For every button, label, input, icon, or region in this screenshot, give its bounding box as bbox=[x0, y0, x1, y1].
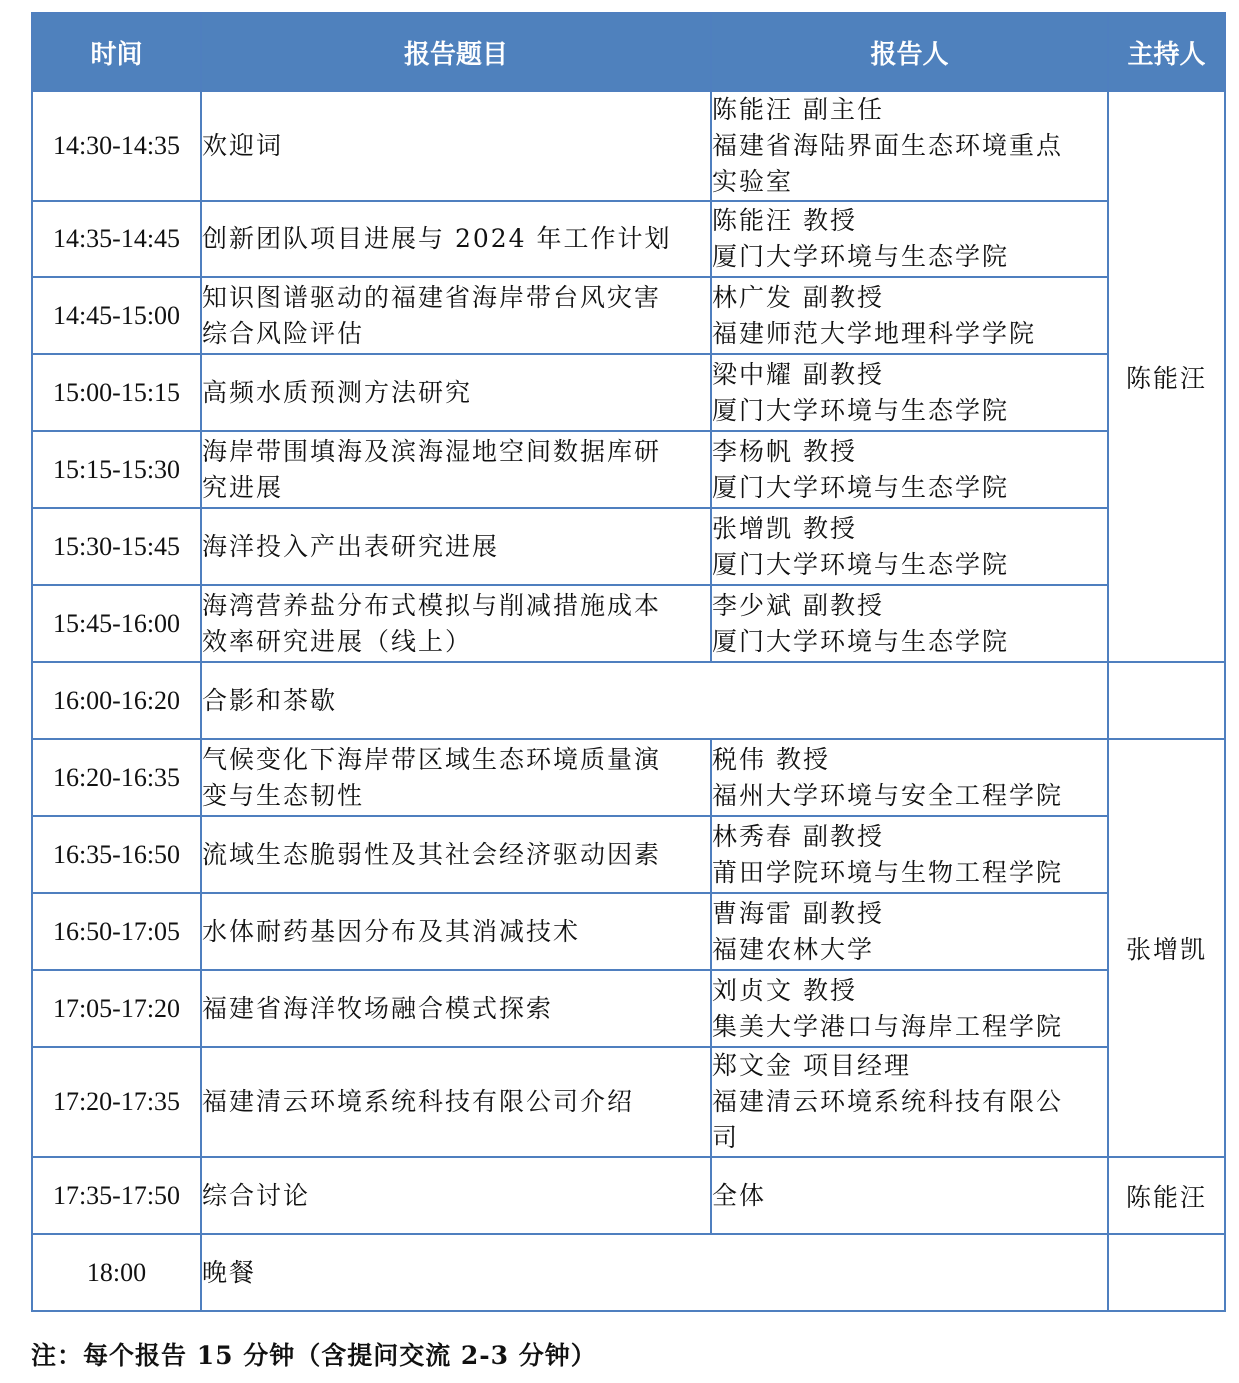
speaker-name: 李少斌 副教授 bbox=[712, 590, 884, 620]
speaker-name: 李杨帆 教授 bbox=[712, 436, 857, 466]
header-speaker: 报告人 bbox=[711, 13, 1108, 91]
time-cell: 15:30-15:45 bbox=[32, 508, 201, 585]
topic-line: 福建清云环境系统科技有限公司介绍 bbox=[202, 1087, 635, 1116]
host-cell-empty bbox=[1108, 1234, 1225, 1311]
speaker-cell bbox=[711, 508, 1108, 585]
topic-line: 综合风险评估 bbox=[202, 318, 365, 348]
speaker-cell bbox=[711, 277, 1108, 354]
topic-cell bbox=[201, 431, 711, 508]
footnote: 注：每个报告 15 分钟（含提问交流 2-3 分钟） bbox=[31, 1341, 597, 1370]
table-row bbox=[32, 1047, 1225, 1157]
topic-line: 效率研究进展（线上） bbox=[202, 626, 473, 656]
speaker-name: 林秀春 副教授 bbox=[712, 821, 884, 851]
speaker-cell bbox=[711, 739, 1108, 816]
time-cell: 15:00-15:15 bbox=[32, 354, 201, 431]
table-row bbox=[32, 354, 1225, 431]
speaker-cell bbox=[711, 585, 1108, 662]
time-cell: 17:05-17:20 bbox=[32, 970, 201, 1047]
topic-cell bbox=[201, 816, 711, 893]
table-row bbox=[32, 816, 1225, 893]
speaker-name: 曹海雷 副教授 bbox=[712, 898, 884, 928]
speaker-cell bbox=[711, 816, 1108, 893]
speaker-affiliation: 厦门大学环境与生态学院 bbox=[712, 472, 1010, 502]
host-cell: 张增凯 bbox=[1108, 739, 1225, 1157]
speaker-affiliation: 福建省海陆界面生态环境重点 bbox=[712, 131, 1064, 160]
speaker-affiliation: 福州大学环境与安全工程学院 bbox=[712, 780, 1064, 810]
topic-line: 合影和茶歇 bbox=[202, 685, 338, 715]
time-cell: 15:45-16:00 bbox=[32, 585, 201, 662]
header-topic: 报告题目 bbox=[201, 13, 711, 91]
speaker-name: 全体 bbox=[712, 1180, 767, 1210]
speaker-cell bbox=[711, 354, 1108, 431]
speaker-cell bbox=[711, 1047, 1108, 1157]
topic-cell bbox=[201, 201, 711, 277]
speaker-name: 张增凯 教授 bbox=[712, 513, 857, 543]
time-cell: 16:35-16:50 bbox=[32, 816, 201, 893]
table-row bbox=[32, 970, 1225, 1047]
speaker-cell bbox=[711, 893, 1108, 970]
time-cell: 16:50-17:05 bbox=[32, 893, 201, 970]
speaker-affiliation: 福建清云环境系统科技有限公 bbox=[712, 1087, 1064, 1116]
speaker-name: 税伟 教授 bbox=[712, 744, 830, 774]
speaker-cell bbox=[711, 201, 1108, 277]
speaker-affiliation: 莆田学院环境与生物工程学院 bbox=[712, 857, 1064, 887]
header-host: 主持人 bbox=[1108, 13, 1225, 91]
topic-cell bbox=[201, 508, 711, 585]
table-row bbox=[32, 201, 1225, 277]
topic-cell bbox=[201, 585, 711, 662]
topic-line: 创新团队项目进展与 2024 年工作计划 bbox=[202, 224, 672, 253]
header-row bbox=[32, 13, 1225, 91]
topic-cell bbox=[201, 354, 711, 431]
topic-line: 福建省海洋牧场融合模式探索 bbox=[202, 993, 554, 1023]
topic-line: 海洋投入产出表研究进展 bbox=[202, 531, 500, 561]
speaker-affiliation: 厦门大学环境与生态学院 bbox=[712, 395, 1010, 425]
speaker-cell bbox=[711, 91, 1108, 201]
table-row bbox=[32, 508, 1225, 585]
host-cell: 陈能汪 bbox=[1108, 1157, 1225, 1234]
speaker-name: 刘贞文 教授 bbox=[712, 975, 857, 1005]
time-cell: 15:15-15:30 bbox=[32, 431, 201, 508]
table-row bbox=[32, 1157, 1225, 1234]
speaker-affiliation: 集美大学港口与海岸工程学院 bbox=[712, 1011, 1064, 1041]
topic-line: 究进展 bbox=[202, 472, 284, 502]
topic-line: 流域生态脆弱性及其社会经济驱动因素 bbox=[202, 839, 662, 869]
speaker-affiliation: 司 bbox=[712, 1123, 740, 1152]
topic-cell bbox=[201, 1047, 711, 1157]
topic-line: 气候变化下海岸带区域生态环境质量演 bbox=[202, 744, 662, 774]
time-cell: 14:30-14:35 bbox=[32, 91, 201, 201]
speaker-cell bbox=[711, 1157, 1108, 1234]
agenda-table bbox=[31, 12, 1226, 1312]
speaker-name: 林广发 副教授 bbox=[712, 282, 884, 312]
speaker-cell bbox=[711, 970, 1108, 1047]
table-row bbox=[32, 585, 1225, 662]
speaker-cell bbox=[711, 431, 1108, 508]
topic-line: 海岸带围填海及滨海湿地空间数据库研 bbox=[202, 436, 662, 466]
speaker-name: 陈能汪 教授 bbox=[712, 206, 857, 235]
topic-line: 晚餐 bbox=[202, 1257, 257, 1287]
speaker-affiliation: 福建师范大学地理科学学院 bbox=[712, 318, 1037, 348]
table-row bbox=[32, 431, 1225, 508]
speaker-affiliation: 实验室 bbox=[712, 167, 794, 196]
topic-line: 变与生态韧性 bbox=[202, 780, 365, 810]
time-cell: 18:00 bbox=[32, 1234, 201, 1311]
topic-line: 海湾营养盐分布式模拟与削减措施成本 bbox=[202, 590, 662, 620]
time-cell: 14:45-15:00 bbox=[32, 277, 201, 354]
topic-line: 知识图谱驱动的福建省海岸带台风灾害 bbox=[202, 282, 662, 312]
table-row bbox=[32, 893, 1225, 970]
speaker-name: 郑文金 项目经理 bbox=[712, 1051, 911, 1080]
speaker-name: 陈能汪 副主任 bbox=[712, 95, 884, 124]
speaker-affiliation: 厦门大学环境与生态学院 bbox=[712, 549, 1010, 579]
time-cell: 17:20-17:35 bbox=[32, 1047, 201, 1157]
table-row bbox=[32, 91, 1225, 201]
topic-cell bbox=[201, 277, 711, 354]
table-row bbox=[32, 739, 1225, 816]
topic-cell bbox=[201, 91, 711, 201]
speaker-affiliation: 厦门大学环境与生态学院 bbox=[712, 626, 1010, 656]
table-row bbox=[32, 277, 1225, 354]
time-cell: 16:20-16:35 bbox=[32, 739, 201, 816]
topic-cell bbox=[201, 662, 1108, 739]
topic-cell bbox=[201, 1234, 1108, 1311]
header-time: 时间 bbox=[32, 13, 201, 91]
table-row bbox=[32, 662, 1225, 739]
topic-line: 欢迎词 bbox=[202, 131, 284, 160]
host-cell-empty bbox=[1108, 662, 1225, 739]
topic-line: 综合讨论 bbox=[202, 1180, 311, 1210]
topic-cell bbox=[201, 1157, 711, 1234]
table-row bbox=[32, 1234, 1225, 1311]
time-cell: 17:35-17:50 bbox=[32, 1157, 201, 1234]
topic-line: 高频水质预测方法研究 bbox=[202, 377, 473, 407]
topic-cell bbox=[201, 893, 711, 970]
topic-cell bbox=[201, 970, 711, 1047]
speaker-affiliation: 福建农林大学 bbox=[712, 934, 875, 964]
topic-line: 水体耐药基因分布及其消减技术 bbox=[202, 916, 581, 946]
speaker-affiliation: 厦门大学环境与生态学院 bbox=[712, 242, 1010, 271]
time-cell: 16:00-16:20 bbox=[32, 662, 201, 739]
topic-cell bbox=[201, 739, 711, 816]
time-cell: 14:35-14:45 bbox=[32, 201, 201, 277]
host-cell: 陈能汪 bbox=[1108, 91, 1225, 662]
speaker-name: 梁中耀 副教授 bbox=[712, 359, 884, 389]
